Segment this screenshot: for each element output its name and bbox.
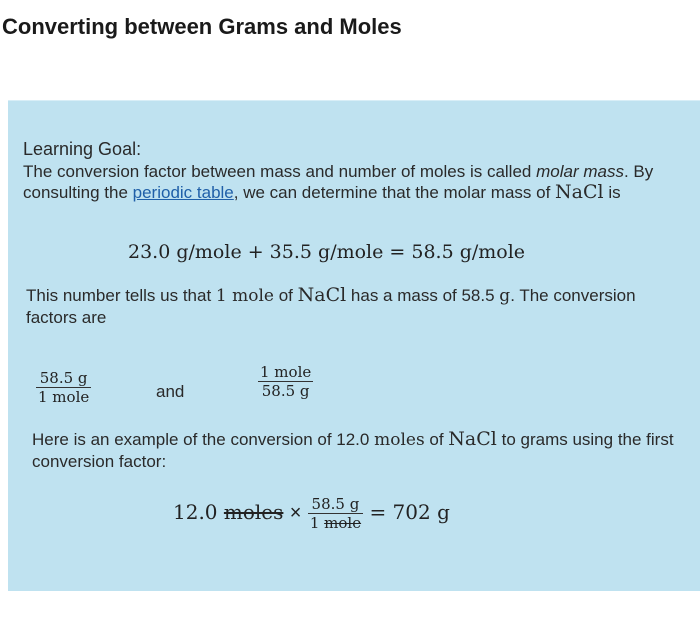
learning-goal-label: Learning Goal: bbox=[23, 139, 142, 159]
molar-mass-term: molar mass bbox=[536, 162, 624, 181]
cancelled-moles: moles bbox=[223, 500, 284, 524]
example-equation: 12.0 moles × $\frac{58.5 g}{\text{1 mole}}$ = 702 g bbox=[173, 495, 450, 532]
molar-mass-equation: 23.0 g/mole + 35.5 g/mole = 58.5 g/mole bbox=[128, 241, 526, 263]
intro-paragraph: The conversion factor between mass and number of moles is called molar mass. By consulting the periodic table, we can determine that the molar mass of NaCl is bbox=[23, 162, 654, 203]
and-text: and bbox=[156, 382, 185, 401]
periodic-table-link[interactable]: periodic table bbox=[132, 183, 234, 202]
example-paragraph: Here is an example of the conversion of 12.0 moles of NaCl to grams using the first conversion factor: bbox=[32, 428, 674, 471]
conversion-paragraph: This number tells us that 1 mole of NaCl has a mass of 58.5 g. The conversion factors are bbox=[26, 284, 636, 327]
page-title: Converting between Grams and Moles bbox=[2, 14, 402, 39]
example-fraction: $\frac{58.5 g}{\text{1 mole}}$ bbox=[309, 495, 362, 532]
learning-goal-panel bbox=[8, 100, 700, 591]
conversion-factor-1: $\frac{58.5 g}{\text{1 mole}}$ bbox=[38, 369, 90, 406]
example-result: = 702 g bbox=[369, 500, 450, 524]
conversion-factor-2: $\frac{\text{1 mole}}{58.5 g}$ bbox=[260, 363, 312, 400]
